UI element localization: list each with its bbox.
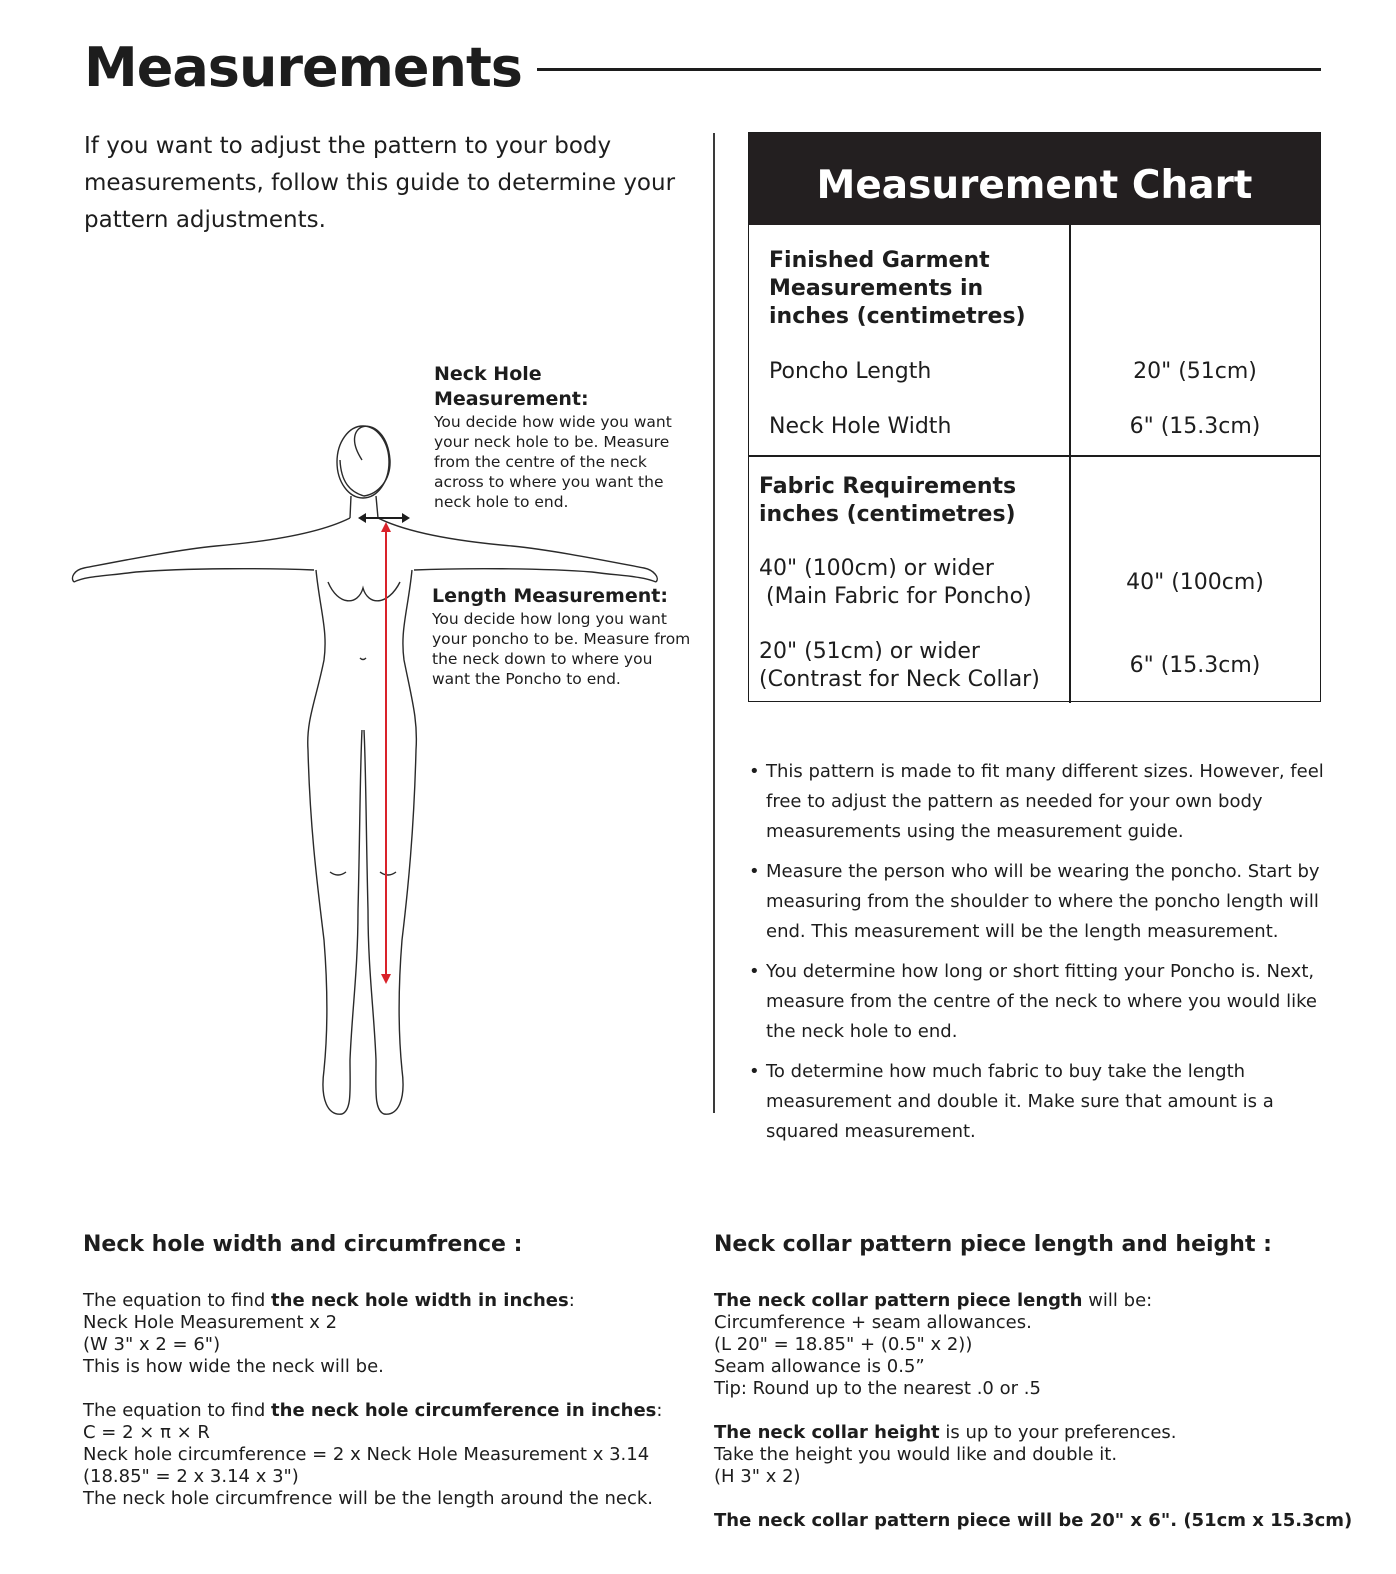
- right-leg: [364, 730, 416, 1114]
- left-arm-lower: [74, 569, 314, 582]
- collar-line: (L 20" = 18.85" + (0.5" x 2)): [714, 1334, 973, 1355]
- length-callout: [432, 584, 692, 689]
- chart-column-rule: [1069, 225, 1071, 703]
- equation-line: (W 3" x 2 = 6"): [83, 1334, 221, 1355]
- length-arrow: [381, 522, 391, 984]
- neck-collar-section: [714, 1230, 1354, 1532]
- neck-hole-width-label: Neck Hole Width: [769, 414, 952, 439]
- neck-hole-width-value: 6" (15.3cm): [1129, 414, 1261, 439]
- bust-line: [328, 582, 400, 601]
- equation-line: (18.85" = 2 x 3.14 x 3"): [83, 1466, 299, 1487]
- list-item: • You determine how long or short fitting your Poncho is. Next, measure from the centre of the neck to where you would like the neck hole to end.: [746, 957, 1326, 1047]
- poncho-length-value: 20" (51cm): [1133, 359, 1257, 384]
- equation-line: The neck hole circumfrence will be the length around the neck.: [83, 1488, 654, 1509]
- contrast-fabric-line2: (Contrast for Neck Collar): [759, 667, 1040, 692]
- collar-length-intro: The neck collar pattern piece length will be:: [714, 1290, 1153, 1311]
- intro-text: If you want to adjust the pattern to your body measurements, follow this guide to determine your pattern adjustments.: [84, 133, 676, 233]
- chart-row-rule: [749, 455, 1320, 457]
- left-leg: [308, 730, 362, 1114]
- head-shape: [337, 426, 389, 498]
- poncho-length-label: Poncho Length: [769, 359, 932, 384]
- collar-line: Circumference + seam allowances.: [714, 1312, 1032, 1333]
- equation-line: Neck Hole Measurement x 2: [83, 1312, 338, 1333]
- main-fabric-line1: 40" (100cm) or wider: [759, 556, 994, 581]
- torso-right: [403, 570, 416, 750]
- contrast-fabric-line1: 20" (51cm) or wider: [759, 639, 980, 664]
- torso-left: [308, 570, 325, 750]
- right-arm-lower: [414, 569, 656, 582]
- list-item: • Measure the person who will be wearing the poncho. Start by measuring from the shoulder to where the poncho length will end. This measurement will be the length measurement.: [746, 857, 1326, 947]
- right-arm-upper: [378, 518, 657, 582]
- navel: [360, 658, 366, 660]
- neck-hole-section: [83, 1230, 703, 1510]
- contrast-fabric-value: 6" (15.3cm): [1129, 653, 1261, 678]
- length-callout-body: You decide how long you want your poncho to be. Measure from the neck down to where you want the Poncho to end.: [432, 610, 691, 688]
- equation-line: This is how wide the neck will be.: [83, 1356, 384, 1377]
- collar-line: Seam allowance is 0.5”: [714, 1356, 925, 1377]
- list-item: • This pattern is made to fit many different sizes. However, feel free to adjust the pattern as needed for your own body measurements using the measurement guide.: [746, 757, 1326, 847]
- chart-title: Measurement Chart: [749, 133, 1320, 225]
- title-rule: [537, 68, 1321, 71]
- section-title: Neck collar pattern piece length and height :: [714, 1232, 1272, 1257]
- finished-garment-heading: Finished Garment Measurements in inches (centimetres): [769, 248, 1026, 329]
- page-title: Measurements: [84, 36, 522, 99]
- main-fabric-line2: (Main Fabric for Poncho): [759, 584, 1032, 609]
- collar-line: (H 3" x 2): [714, 1466, 801, 1487]
- notes-list: [746, 757, 1326, 1157]
- fabric-requirements-heading: Fabric Requirements inches (centimetres): [759, 474, 1017, 527]
- equation-intro: The equation to find the neck hole circumference in inches:: [83, 1400, 663, 1421]
- collar-line: Take the height you would like and double it.: [714, 1444, 1118, 1465]
- left-arm-upper: [72, 518, 350, 582]
- neck-callout-title: Neck Hole Measurement:: [434, 363, 589, 410]
- section-title: Neck hole width and circumfrence :: [83, 1232, 523, 1257]
- neck-hole-callout: [434, 362, 694, 512]
- main-fabric-value: 40" (100cm): [1126, 570, 1264, 595]
- equation-line: C = 2 × π × R: [83, 1422, 210, 1443]
- equation-intro: The equation to find the neck hole width in inches:: [83, 1290, 575, 1311]
- equation-line: Neck hole circumference = 2 x Neck Hole Measurement x 3.14: [83, 1444, 650, 1465]
- column-divider: [713, 133, 715, 1113]
- body-figure-illustration: [66, 410, 676, 1130]
- neck-callout-body: You decide how wide you want your neck hole to be. Measure from the centre of the neck across to where you want the neck hole to end.: [434, 413, 672, 511]
- collar-height-intro: The neck collar height is up to your preferences.: [714, 1422, 1177, 1443]
- collar-line: Tip: Round up to the nearest .0 or .5: [714, 1378, 1041, 1399]
- list-item: • To determine how much fabric to buy take the length measurement and double it. Make sure that amount is a squared measurement.: [746, 1057, 1326, 1147]
- length-callout-title: Length Measurement:: [432, 585, 668, 607]
- collar-final-size: The neck collar pattern piece will be 20" x 6". (51cm x 15.3cm): [714, 1510, 1353, 1531]
- measurement-chart: [748, 132, 1321, 702]
